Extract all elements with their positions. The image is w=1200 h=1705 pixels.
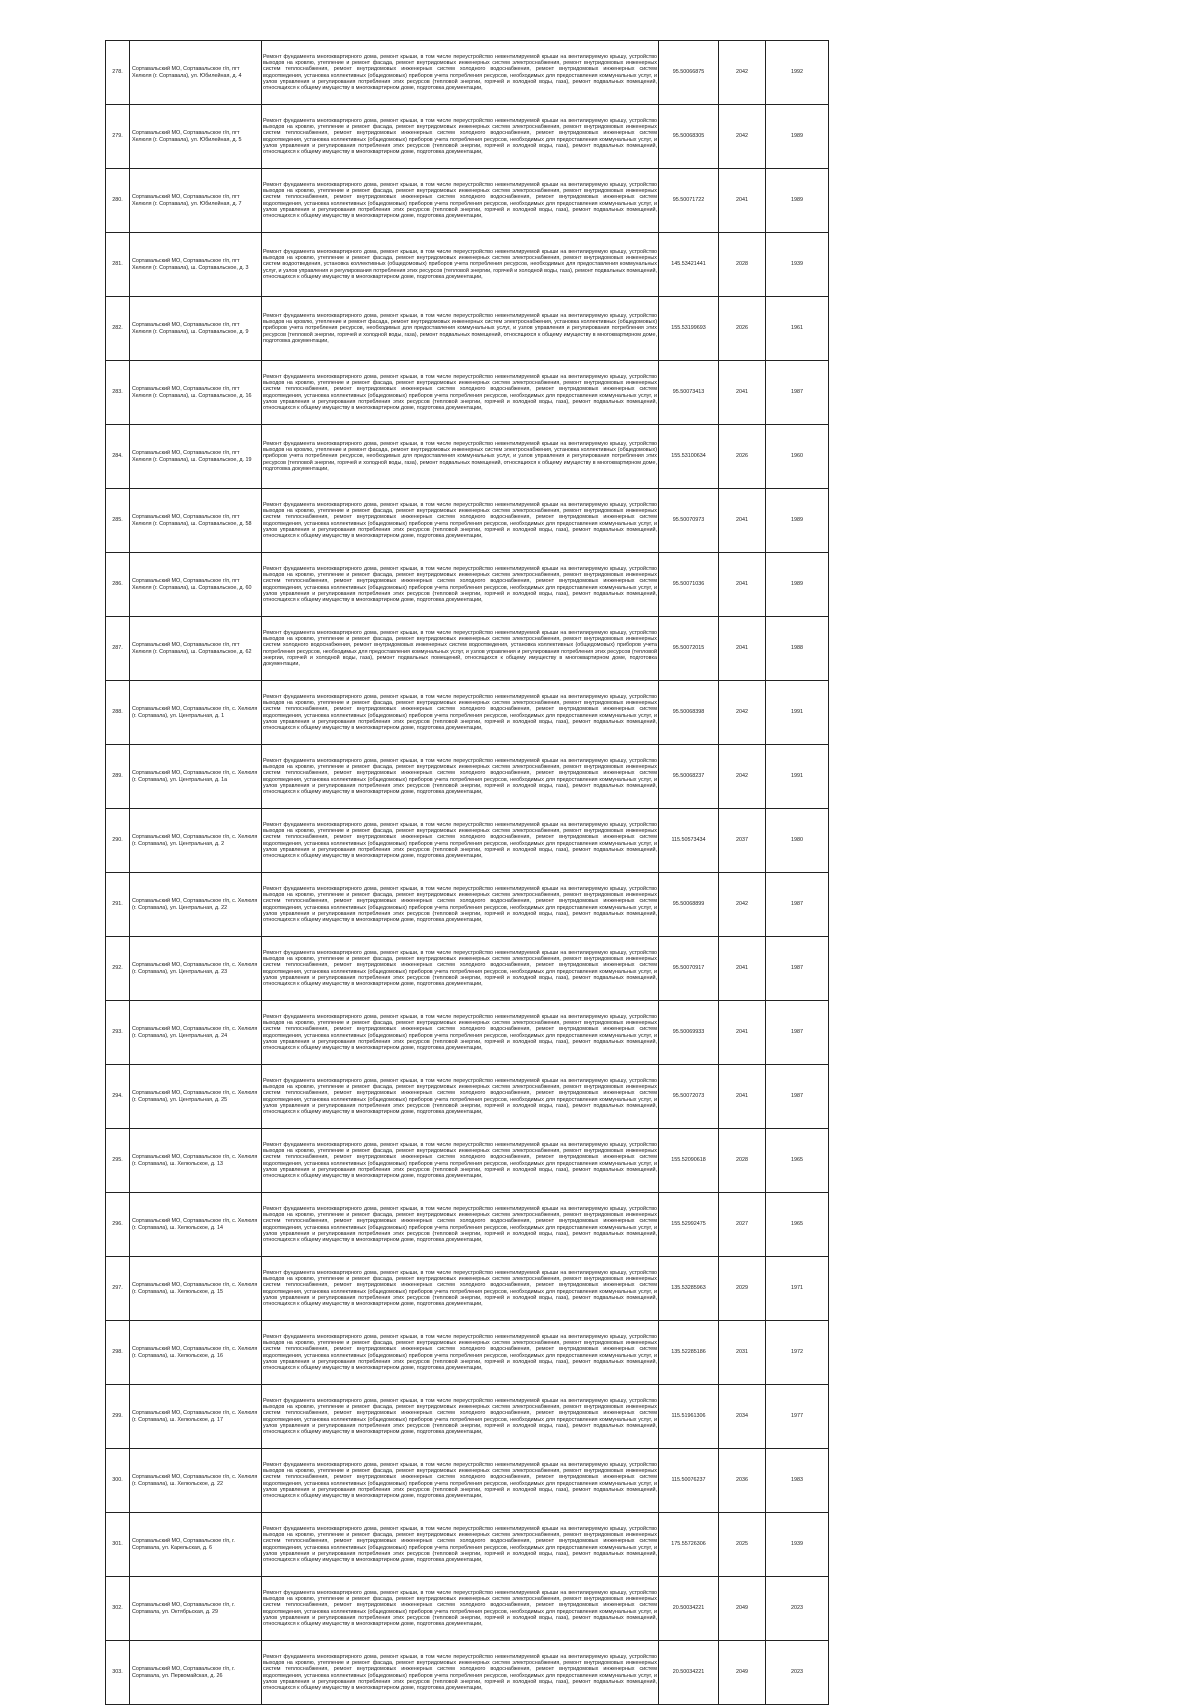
built-year-cell: 1991 [766,745,829,809]
row-number: 301. [106,1513,130,1577]
table-row [106,425,829,489]
table-row [106,553,829,617]
planned-year-cell: 2026 [719,297,766,361]
planned-year-cell: 2041 [719,1001,766,1065]
row-number: 291. [106,873,130,937]
cost-cell: 95.50071036 [659,553,719,617]
row-number: 296. [106,1193,130,1257]
built-year-cell: 1988 [766,617,829,681]
row-number: 285. [106,489,130,553]
planned-year-cell: 2028 [719,233,766,297]
works-text: Ремонт фундамента многоквартирного дома, ремонт крыши, в том числе переустройство невентилируемой крыши на вентилируемую крышу, устройство выходов на кровлю, утепление и ремонт фасада, ремонт внутридомовых инженерных систем электроснабжения, ремонт внутридомовых инженерных систем теплоснабжения, ремонт внутридомовых инженерных систем холодного водоснабжения, ремонт внутридомовых инженерных систем водоотведения, установка коллективных (общедомовых) приборов учета потребления ресурсов, необходимых для предоставления коммунальных услуг, и узлов управления и регулирования потребления этих ресурсов (тепловой энергии, горячей и холодной воды, газа), ремонт подвальных помещений, относящихся к общему имуществу в многоквартирном доме, подготовка документации, [263,949,657,988]
row-number: 283. [106,361,130,425]
cost-cell: 175.55726306 [659,1513,719,1577]
works-text: Ремонт фундамента многоквартирного дома, ремонт крыши, в том числе переустройство невентилируемой крыши на вентилируемую крышу, устройство выходов на кровлю, утепление и ремонт фасада, ремонт внутридомовых инженерных систем электроснабжения, ремонт внутридомовых инженерных систем теплоснабжения, ремонт внутридомовых инженерных систем холодного водоснабжения, ремонт внутридомовых инженерных систем водоотведения, установка коллективных (общедомовых) приборов учета потребления ресурсов, необходимых для предоставления коммунальных услуг, и узлов управления и регулирования потребления этих ресурсов (тепловой энергии, горячей и холодной воды, газа), ремонт подвальных помещений, относящихся к общему имуществу в многоквартирном доме, подготовка документации, [263,1269,657,1308]
table-row [106,1449,829,1513]
built-year-cell: 1965 [766,1129,829,1193]
address-cell: Сортавальский МО, Сортавальское г/п, с. Хелюля (г. Сортавала), ш. Хелюльское, д. 16 [130,1321,262,1385]
address-cell: Сортавальский МО, Сортавальское г/п, с. Хелюля (г. Сортавала), ул. Центральная, д. 1 [130,681,262,745]
works-text: Ремонт фундамента многоквартирного дома, ремонт крыши, в том числе переустройство невентилируемой крыши на вентилируемую крышу, устройство выходов на кровлю, утепление и ремонт фасада, ремонт внутридомовых инженерных систем электроснабжения, ремонт внутридомовых инженерных систем теплоснабжения, ремонт внутридомовых инженерных систем холодного водоснабжения, ремонт внутридомовых инженерных систем водоотведения, установка коллективных (общедомовых) приборов учета потребления ресурсов, необходимых для предоставления коммунальных услуг, и узлов управления и регулирования потребления этих ресурсов (тепловой энергии, горячей и холодной воды, газа), ремонт подвальных помещений, относящихся к общему имуществу в многоквартирном доме, подготовка документации, [263,757,657,796]
row-number: 286. [106,553,130,617]
table-row [106,1577,829,1641]
address-cell: Сортавальский МО, Сортавальское г/п, с. Хелюля (г. Сортавала), ул. Центральная, д. 22 [130,873,262,937]
built-year-cell: 1972 [766,1321,829,1385]
built-year-cell: 1987 [766,1065,829,1129]
cost-cell: 95.50068899 [659,873,719,937]
address-cell: Сортавальский МО, Сортавальское г/п, пгт Хелюля (г. Сортавала), ш. Сортавальское, д. 19 [130,425,262,489]
document-page [105,40,816,1705]
planned-year-cell: 2041 [719,489,766,553]
built-year-cell: 1983 [766,1449,829,1513]
planned-year-cell: 2041 [719,1065,766,1129]
works-text: Ремонт фундамента многоквартирного дома, ремонт крыши, в том числе переустройство невентилируемой крыши на вентилируемую крышу, устройство выходов на кровлю, утепление и ремонт фасада, ремонт внутридомовых инженерных систем электроснабжения, ремонт внутридомовых инженерных систем теплоснабжения, ремонт внутридомовых инженерных систем холодного водоснабжения, ремонт внутридомовых инженерных систем водоотведения, установка коллективных (общедомовых) приборов учета потребления ресурсов, необходимых для предоставления коммунальных услуг, и узлов управления и регулирования потребления этих ресурсов (тепловой энергии, горячей и холодной воды, газа), ремонт подвальных помещений, относящихся к общему имуществу в многоквартирном доме, подготовка документации, [263,885,657,924]
works-cell [262,1577,659,1641]
works-text: Ремонт фундамента многоквартирного дома, ремонт крыши, в том числе переустройство невентилируемой крыши на вентилируемую крышу, устройство выходов на кровлю, утепление и ремонт фасада, ремонт внутридомовых инженерных систем электроснабжения, ремонт внутридомовых инженерных систем теплоснабжения, ремонт внутридомовых инженерных систем холодного водоснабжения, ремонт внутридомовых инженерных систем водоотведения, установка коллективных (общедомовых) приборов учета потребления ресурсов, необходимых для предоставления коммунальных услуг, и узлов управления и регулирования потребления этих ресурсов (тепловой энергии, горячей и холодной воды, газа), ремонт подвальных помещений, относящихся к общему имуществу в многоквартирном доме, подготовка документации, [263,565,657,604]
row-number: 278. [106,41,130,105]
address-cell: Сортавальский МО, Сортавальское г/п, с. Хелюля (г. Сортавала), ул. Центральная, д. 1а [130,745,262,809]
cost-cell: 95.50068305 [659,105,719,169]
table-row [106,1257,829,1321]
planned-year-cell: 2042 [719,105,766,169]
row-number: 289. [106,745,130,809]
table-body [106,41,829,1705]
cost-cell: 95.50068237 [659,745,719,809]
planned-year-cell: 2041 [719,937,766,1001]
row-number: 300. [106,1449,130,1513]
address-cell: Сортавальский МО, Сортавальское г/п, пгт Хелюля (г. Сортавала), ш. Сортавальское, д. 16 [130,361,262,425]
address-cell: Сортавальский МО, Сортавальское г/п, пгт Хелюля (г. Сортавала), ш. Сортавальское, д. 58 [130,489,262,553]
works-text: Ремонт фундамента многоквартирного дома, ремонт крыши, в том числе переустройство невентилируемой крыши на вентилируемую крышу, устройство выходов на кровлю, утепление и ремонт фасада, ремонт внутридомовых инженерных систем электроснабжения, ремонт внутридомовых инженерных систем водоотведения, установка коллективных (общедомовых) приборов учета потребления ресурсов, необходимых для предоставления коммунальных услуг, и узлов управления и регулирования потребления этих ресурсов (тепловой энергии, горячей и холодной воды, газа), ремонт подвальных помещений, относящихся к общему имуществу в многоквартирном доме, подготовка документации, [263,248,657,280]
table-row [106,809,829,873]
works-text: Ремонт фундамента многоквартирного дома, ремонт крыши, в том числе переустройство невентилируемой крыши на вентилируемую крышу, устройство выходов на кровлю, утепление и ремонт фасада, ремонт внутридомовых инженерных систем электроснабжения, ремонт внутридомовых инженерных систем теплоснабжения, ремонт внутридомовых инженерных систем холодного водоснабжения, ремонт внутридомовых инженерных систем водоотведения, установка коллективных (общедомовых) приборов учета потребления ресурсов, необходимых для предоставления коммунальных услуг, и узлов управления и регулирования потребления этих ресурсов (тепловой энергии, горячей и холодной воды, газа), ремонт подвальных помещений, относящихся к общему имуществу в многоквартирном доме, подготовка документации, [263,373,657,412]
cost-cell: 95.50068398 [659,681,719,745]
address-cell: Сортавальский МО, Сортавальское г/п, г. Сортавала, ул. Октябрьская, д. 29 [130,1577,262,1641]
table-row [106,1129,829,1193]
works-text: Ремонт фундамента многоквартирного дома, ремонт крыши, в том числе переустройство невентилируемой крыши на вентилируемую крышу, устройство выходов на кровлю, утепление и ремонт фасада, ремонт внутридомовых инженерных систем электроснабжения, ремонт внутридомовых инженерных систем теплоснабжения, ремонт внутридомовых инженерных систем холодного водоснабжения, ремонт внутридомовых инженерных систем водоотведения, установка коллективных (общедомовых) приборов учета потребления ресурсов, необходимых для предоставления коммунальных услуг, и узлов управления и регулирования потребления этих ресурсов (тепловой энергии, горячей и холодной воды, газа), ремонт подвальных помещений, относящихся к общему имуществу в многоквартирном доме, подготовка документации, [263,1461,657,1500]
cost-cell: 95.50070973 [659,489,719,553]
works-cell [262,617,659,681]
built-year-cell: 1965 [766,1193,829,1257]
address-cell: Сортавальский МО, Сортавальское г/п, г. Сортавала, ул. Карельская, д. 6 [130,1513,262,1577]
built-year-cell: 1977 [766,1385,829,1449]
table-row [106,361,829,425]
table-row [106,681,829,745]
cost-cell: 115.50076237 [659,1449,719,1513]
address-cell: Сортавальский МО, Сортавальское г/п, с. Хелюля (г. Сортавала), ул. Центральная, д. 2 [130,809,262,873]
cost-cell: 115.51961306 [659,1385,719,1449]
address-cell: Сортавальский МО, Сортавальское г/п, пгт Хелюля (г. Сортавала), ш. Сортавальское, д. 62 [130,617,262,681]
built-year-cell: 1971 [766,1257,829,1321]
cost-cell: 95.50066875 [659,41,719,105]
address-cell: Сортавальский МО, Сортавальское г/п, с. Хелюля (г. Сортавала), ш. Хелюльское, д. 17 [130,1385,262,1449]
works-text: Ремонт фундамента многоквартирного дома, ремонт крыши, в том числе переустройство невентилируемой крыши на вентилируемую крышу, устройство выходов на кровлю, утепление и ремонт фасада, ремонт внутридомовых инженерных систем электроснабжения, ремонт внутридомовых инженерных систем теплоснабжения, ремонт внутридомовых инженерных систем холодного водоснабжения, ремонт внутридомовых инженерных систем водоотведения, установка коллективных (общедомовых) приборов учета потребления ресурсов, необходимых для предоставления коммунальных услуг, и узлов управления и регулирования потребления этих ресурсов (тепловой энергии, горячей и холодной воды, газа), ремонт подвальных помещений, относящихся к общему имуществу в многоквартирном доме, подготовка документации, [263,117,657,156]
planned-year-cell: 2041 [719,553,766,617]
works-cell [262,425,659,489]
row-number: 281. [106,233,130,297]
row-number: 280. [106,169,130,233]
table-row [106,169,829,233]
table-row [106,297,829,361]
cost-cell: 95.50072073 [659,1065,719,1129]
works-text: Ремонт фундамента многоквартирного дома, ремонт крыши, в том числе переустройство невентилируемой крыши на вентилируемую крышу, устройство выходов на кровлю, утепление и ремонт фасада, ремонт внутридомовых инженерных систем электроснабжения, ремонт внутридомовых инженерных систем теплоснабжения, ремонт внутридомовых инженерных систем холодного водоснабжения, ремонт внутридомовых инженерных систем водоотведения, установка коллективных (общедомовых) приборов учета потребления ресурсов, необходимых для предоставления коммунальных услуг, и узлов управления и регулирования потребления этих ресурсов (тепловой энергии, горячей и холодной воды, газа), ремонт подвальных помещений, относящихся к общему имуществу в многоквартирном доме, подготовка документации, [263,501,657,540]
address-cell: Сортавальский МО, Сортавальское г/п, с. Хелюля (г. Сортавала), ш. Хелюльское, д. 15 [130,1257,262,1321]
works-cell [262,553,659,617]
planned-year-cell: 2037 [719,809,766,873]
works-text: Ремонт фундамента многоквартирного дома, ремонт крыши, в том числе переустройство невентилируемой крыши на вентилируемую крышу, устройство выходов на кровлю, утепление и ремонт фасада, ремонт внутридомовых инженерных систем электроснабжения, ремонт внутридомовых инженерных систем теплоснабжения, ремонт внутридомовых инженерных систем холодного водоснабжения, ремонт внутридомовых инженерных систем водоотведения, установка коллективных (общедомовых) приборов учета потребления ресурсов, необходимых для предоставления коммунальных услуг, и узлов управления и регулирования потребления этих ресурсов (тепловой энергии, горячей и холодной воды, газа), ремонт подвальных помещений, относящихся к общему имуществу в многоквартирном доме, подготовка документации, [263,1333,657,1372]
planned-year-cell: 2031 [719,1321,766,1385]
built-year-cell: 1939 [766,1513,829,1577]
planned-year-cell: 2028 [719,1129,766,1193]
cost-cell: 155.53199693 [659,297,719,361]
row-number: 298. [106,1321,130,1385]
table-row [106,617,829,681]
cost-cell: 155.52992475 [659,1193,719,1257]
row-number: 297. [106,1257,130,1321]
planned-year-cell: 2034 [719,1385,766,1449]
works-text: Ремонт фундамента многоквартирного дома, ремонт крыши, в том числе переустройство невентилируемой крыши на вентилируемую крышу, устройство выходов на кровлю, утепление и ремонт фасада, ремонт внутридомовых инженерных систем электроснабжения, установка коллективных (общедомовых) приборов учета потребления ресурсов, необходимых для предоставления коммунальных услуг, и узлов управления и регулирования потребления этих ресурсов (тепловой энергии, горячей и холодной воды, газа), ремонт подвальных помещений, относящихся к общему имуществу в многоквартирном доме, подготовка документации, [263,312,657,344]
address-cell: Сортавальский МО, Сортавальское г/п, с. Хелюля (г. Сортавала), ул. Центральная, д. 23 [130,937,262,1001]
row-number: 303. [106,1641,130,1705]
housing-repair-table [105,40,829,1705]
works-text: Ремонт фундамента многоквартирного дома, ремонт крыши, в том числе переустройство невентилируемой крыши на вентилируемую крышу, устройство выходов на кровлю, утепление и ремонт фасада, ремонт внутридомовых инженерных систем электроснабжения, ремонт внутридомовых инженерных систем теплоснабжения, ремонт внутридомовых инженерных систем холодного водоснабжения, ремонт внутридомовых инженерных систем водоотведения, установка коллективных (общедомовых) приборов учета потребления ресурсов, необходимых для предоставления коммунальных услуг, и узлов управления и регулирования потребления этих ресурсов (тепловой энергии, горячей и холодной воды, газа), ремонт подвальных помещений, относящихся к общему имуществу в многоквартирном доме, подготовка документации, [263,821,657,860]
works-text: Ремонт фундамента многоквартирного дома, ремонт крыши, в том числе переустройство невентилируемой крыши на вентилируемую крышу, устройство выходов на кровлю, утепление и ремонт фасада, ремонт внутридомовых инженерных систем электроснабжения, ремонт внутридомовых инженерных систем теплоснабжения, ремонт внутридомовых инженерных систем холодного водоснабжения, ремонт внутридомовых инженерных систем водоотведения, установка коллективных (общедомовых) приборов учета потребления ресурсов, необходимых для предоставления коммунальных услуг, и узлов управления и регулирования потребления этих ресурсов (тепловой энергии, горячей и холодной воды, газа), ремонт подвальных помещений, относящихся к общему имуществу в многоквартирном доме, подготовка документации, [263,1141,657,1180]
address-cell: Сортавальский МО, Сортавальское г/п, с. Хелюля (г. Сортавала), ш. Хелюльское, д. 13 [130,1129,262,1193]
address-cell: Сортавальский МО, Сортавальское г/п, пгт Хелюля (г. Сортавала), ул. Юбилейная, д. 5 [130,105,262,169]
cost-cell: 95.50071722 [659,169,719,233]
works-cell [262,1065,659,1129]
works-cell [262,937,659,1001]
row-number: 293. [106,1001,130,1065]
table-row [106,745,829,809]
cost-cell: 95.50070917 [659,937,719,1001]
address-cell: Сортавальский МО, Сортавальское г/п, пгт Хелюля (г. Сортавала), ш. Сортавальское, д. 9 [130,297,262,361]
built-year-cell: 1989 [766,169,829,233]
table-row [106,1001,829,1065]
cost-cell: 135.53285963 [659,1257,719,1321]
table-row [106,489,829,553]
table-row [106,1641,829,1705]
planned-year-cell: 2042 [719,873,766,937]
built-year-cell: 1992 [766,41,829,105]
address-cell: Сортавальский МО, Сортавальское г/п, с. Хелюля (г. Сортавала), ш. Хелюльское, д. 14 [130,1193,262,1257]
planned-year-cell: 2042 [719,41,766,105]
planned-year-cell: 2049 [719,1577,766,1641]
address-cell: Сортавальский МО, Сортавальское г/п, пгт Хелюля (г. Сортавала), ул. Юбилейная, д. 4 [130,41,262,105]
works-text: Ремонт фундамента многоквартирного дома, ремонт крыши, в том числе переустройство невентилируемой крыши на вентилируемую крышу, устройство выходов на кровлю, утепление и ремонт фасада, ремонт внутридомовых инженерных систем электроснабжения, ремонт внутридомовых инженерных систем теплоснабжения, ремонт внутридомовых инженерных систем холодного водоснабжения, ремонт внутридомовых инженерных систем водоотведения, установка коллективных (общедомовых) приборов учета потребления ресурсов, необходимых для предоставления коммунальных услуг, и узлов управления и регулирования потребления этих ресурсов (тепловой энергии, горячей и холодной воды, газа), ремонт подвальных помещений, относящихся к общему имуществу в многоквартирном доме, подготовка документации, [263,1589,657,1628]
works-text: Ремонт фундамента многоквартирного дома, ремонт крыши, в том числе переустройство невентилируемой крыши на вентилируемую крышу, устройство выходов на кровлю, утепление и ремонт фасада, ремонт внутридомовых инженерных систем электроснабжения, установка коллективных (общедомовых) приборов учета потребления ресурсов, необходимых для предоставления коммунальных услуг, и узлов управления и регулирования потребления этих ресурсов (тепловой энергии, горячей и холодной воды, газа), ремонт подвальных помещений, относящихся к общему имуществу в многоквартирном доме, подготовка документации, [263,440,657,472]
planned-year-cell: 2027 [719,1193,766,1257]
works-cell [262,745,659,809]
table-row [106,873,829,937]
works-cell [262,1449,659,1513]
address-cell: Сортавальский МО, Сортавальское г/п, пгт Хелюля (г. Сортавала), ул. Юбилейная, д. 7 [130,169,262,233]
built-year-cell: 1939 [766,233,829,297]
row-number: 290. [106,809,130,873]
works-cell [262,297,659,361]
cost-cell: 155.53100634 [659,425,719,489]
planned-year-cell: 2042 [719,745,766,809]
works-cell [262,1129,659,1193]
cost-cell: 20.50034221 [659,1577,719,1641]
cost-cell: 145.53421441 [659,233,719,297]
row-number: 279. [106,105,130,169]
works-cell [262,233,659,297]
row-number: 287. [106,617,130,681]
table-row [106,1321,829,1385]
works-cell [262,1257,659,1321]
built-year-cell: 1980 [766,809,829,873]
planned-year-cell: 2026 [719,425,766,489]
cost-cell: 155.52090618 [659,1129,719,1193]
works-cell [262,489,659,553]
table-row [106,105,829,169]
address-cell: Сортавальский МО, Сортавальское г/п, пгт Хелюля (г. Сортавала), ш. Сортавальское, д. 3 [130,233,262,297]
works-text: Ремонт фундамента многоквартирного дома, ремонт крыши, в том числе переустройство невентилируемой крыши на вентилируемую крышу, устройство выходов на кровлю, утепление и ремонт фасада, ремонт внутридомовых инженерных систем электроснабжения, ремонт внутридомовых инженерных систем теплоснабжения, ремонт внутридомовых инженерных систем холодного водоснабжения, ремонт внутридомовых инженерных систем водоотведения, установка коллективных (общедомовых) приборов учета потребления ресурсов, необходимых для предоставления коммунальных услуг, и узлов управления и регулирования потребления этих ресурсов (тепловой энергии, горячей и холодной воды, газа), ремонт подвальных помещений, относящихся к общему имуществу в многоквартирном доме, подготовка документации, [263,53,657,92]
cost-cell: 95.50069933 [659,1001,719,1065]
table-row [106,1065,829,1129]
cost-cell: 95.50073413 [659,361,719,425]
works-cell [262,1001,659,1065]
works-cell [262,1385,659,1449]
works-text: Ремонт фундамента многоквартирного дома, ремонт крыши, в том числе переустройство невентилируемой крыши на вентилируемую крышу, устройство выходов на кровлю, утепление и ремонт фасада, ремонт внутридомовых инженерных систем электроснабжения, ремонт внутридомовых инженерных систем теплоснабжения, ремонт внутридомовых инженерных систем холодного водоснабжения, ремонт внутридомовых инженерных систем водоотведения, установка коллективных (общедомовых) приборов учета потребления ресурсов, необходимых для предоставления коммунальных услуг, и узлов управления и регулирования потребления этих ресурсов (тепловой энергии, горячей и холодной воды, газа), ремонт подвальных помещений, относящихся к общему имуществу в многоквартирном доме, подготовка документации, [263,1653,657,1692]
works-cell [262,361,659,425]
works-text: Ремонт фундамента многоквартирного дома, ремонт крыши, в том числе переустройство невентилируемой крыши на вентилируемую крышу, устройство выходов на кровлю, утепление и ремонт фасада, ремонт внутридомовых инженерных систем электроснабжения, ремонт внутридомовых инженерных систем теплоснабжения, ремонт внутридомовых инженерных систем холодного водоснабжения, ремонт внутридомовых инженерных систем водоотведения, установка коллективных (общедомовых) приборов учета потребления ресурсов, необходимых для предоставления коммунальных услуг, и узлов управления и регулирования потребления этих ресурсов (тепловой энергии, горячей и холодной воды, газа), ремонт подвальных помещений, относящихся к общему имуществу в многоквартирном доме, подготовка документации, [263,1077,657,1116]
works-cell [262,809,659,873]
planned-year-cell: 2025 [719,1513,766,1577]
cost-cell: 135.52285186 [659,1321,719,1385]
built-year-cell: 1961 [766,297,829,361]
row-number: 294. [106,1065,130,1129]
row-number: 282. [106,297,130,361]
planned-year-cell: 2029 [719,1257,766,1321]
row-number: 302. [106,1577,130,1641]
cost-cell: 115.50573434 [659,809,719,873]
table-row [106,233,829,297]
planned-year-cell: 2041 [719,169,766,233]
works-text: Ремонт фундамента многоквартирного дома, ремонт крыши, в том числе переустройство невентилируемой крыши на вентилируемую крышу, устройство выходов на кровлю, утепление и ремонт фасада, ремонт внутридомовых инженерных систем электроснабжения, ремонт внутридомовых инженерных систем теплоснабжения, ремонт внутридомовых инженерных систем холодного водоснабжения, ремонт внутридомовых инженерных систем водоотведения, установка коллективных (общедомовых) приборов учета потребления ресурсов, необходимых для предоставления коммунальных услуг, и узлов управления и регулирования потребления этих ресурсов (тепловой энергии, горячей и холодной воды, газа), ремонт подвальных помещений, относящихся к общему имуществу в многоквартирном доме, подготовка документации, [263,693,657,732]
row-number: 288. [106,681,130,745]
built-year-cell: 1989 [766,105,829,169]
built-year-cell: 1991 [766,681,829,745]
works-text: Ремонт фундамента многоквартирного дома, ремонт крыши, в том числе переустройство невентилируемой крыши на вентилируемую крышу, устройство выходов на кровлю, утепление и ремонт фасада, ремонт внутридомовых инженерных систем электроснабжения, ремонт внутридомовых инженерных систем теплоснабжения, ремонт внутридомовых инженерных систем холодного водоснабжения, ремонт внутридомовых инженерных систем водоотведения, установка коллективных (общедомовых) приборов учета потребления ресурсов, необходимых для предоставления коммунальных услуг, и узлов управления и регулирования потребления этих ресурсов (тепловой энергии, горячей и холодной воды, газа), ремонт подвальных помещений, относящихся к общему имуществу в многоквартирном доме, подготовка документации, [263,1525,657,1564]
built-year-cell: 1987 [766,937,829,1001]
works-cell [262,1193,659,1257]
row-number: 284. [106,425,130,489]
planned-year-cell: 2041 [719,361,766,425]
planned-year-cell: 2036 [719,1449,766,1513]
row-number: 295. [106,1129,130,1193]
address-cell: Сортавальский МО, Сортавальское г/п, с. Хелюля (г. Сортавала), ул. Центральная, д. 25 [130,1065,262,1129]
works-cell [262,41,659,105]
works-cell [262,105,659,169]
table-row [106,1513,829,1577]
address-cell: Сортавальский МО, Сортавальское г/п, с. Хелюля (г. Сортавала), ул. Центральная, д. 24 [130,1001,262,1065]
built-year-cell: 1989 [766,489,829,553]
table-row [106,1385,829,1449]
works-cell [262,873,659,937]
works-text: Ремонт фундамента многоквартирного дома, ремонт крыши, в том числе переустройство невентилируемой крыши на вентилируемую крышу, устройство выходов на кровлю, утепление и ремонт фасада, ремонт внутридомовых инженерных систем электроснабжения, ремонт внутридомовых инженерных систем холодного водоснабжения, ремонт внутридомовых инженерных систем водоотведения, установка коллективных (общедомовых) приборов учета потребления ресурсов, необходимых для предоставления коммунальных услуг, и узлов управления и регулирования потребления этих ресурсов (тепловой энергии, горячей и холодной воды, газа), ремонт подвальных помещений, относящихся к общему имуществу в многоквартирном доме, подготовка документации, [263,629,657,668]
planned-year-cell: 2041 [719,617,766,681]
works-cell [262,1513,659,1577]
works-cell [262,1321,659,1385]
built-year-cell: 2023 [766,1577,829,1641]
works-cell [262,1641,659,1705]
cost-cell: 95.50072015 [659,617,719,681]
works-text: Ремонт фундамента многоквартирного дома, ремонт крыши, в том числе переустройство невентилируемой крыши на вентилируемую крышу, устройство выходов на кровлю, утепление и ремонт фасада, ремонт внутридомовых инженерных систем электроснабжения, ремонт внутридомовых инженерных систем теплоснабжения, ремонт внутридомовых инженерных систем холодного водоснабжения, ремонт внутридомовых инженерных систем водоотведения, установка коллективных (общедомовых) приборов учета потребления ресурсов, необходимых для предоставления коммунальных услуг, и узлов управления и регулирования потребления этих ресурсов (тепловой энергии, горячей и холодной воды, газа), ремонт подвальных помещений, относящихся к общему имуществу в многоквартирном доме, подготовка документации, [263,1205,657,1244]
planned-year-cell: 2042 [719,681,766,745]
table-row [106,41,829,105]
row-number: 299. [106,1385,130,1449]
works-text: Ремонт фундамента многоквартирного дома, ремонт крыши, в том числе переустройство невентилируемой крыши на вентилируемую крышу, устройство выходов на кровлю, утепление и ремонт фасада, ремонт внутридомовых инженерных систем электроснабжения, ремонт внутридомовых инженерных систем теплоснабжения, ремонт внутридомовых инженерных систем холодного водоснабжения, ремонт внутридомовых инженерных систем водоотведения, установка коллективных (общедомовых) приборов учета потребления ресурсов, необходимых для предоставления коммунальных услуг, и узлов управления и регулирования потребления этих ресурсов (тепловой энергии, горячей и холодной воды, газа), ремонт подвальных помещений, относящихся к общему имуществу в многоквартирном доме, подготовка документации, [263,1013,657,1052]
row-number: 292. [106,937,130,1001]
built-year-cell: 1989 [766,553,829,617]
cost-cell: 20.50034221 [659,1641,719,1705]
built-year-cell: 2023 [766,1641,829,1705]
works-text: Ремонт фундамента многоквартирного дома, ремонт крыши, в том числе переустройство невентилируемой крыши на вентилируемую крышу, устройство выходов на кровлю, утепление и ремонт фасада, ремонт внутридомовых инженерных систем электроснабжения, ремонт внутридомовых инженерных систем теплоснабжения, ремонт внутридомовых инженерных систем холодного водоснабжения, ремонт внутридомовых инженерных систем водоотведения, установка коллективных (общедомовых) приборов учета потребления ресурсов, необходимых для предоставления коммунальных услуг, и узлов управления и регулирования потребления этих ресурсов (тепловой энергии, горячей и холодной воды, газа), ремонт подвальных помещений, относящихся к общему имуществу в многоквартирном доме, подготовка документации, [263,1397,657,1436]
table-row [106,1193,829,1257]
built-year-cell: 1960 [766,425,829,489]
address-cell: Сортавальский МО, Сортавальское г/п, с. Хелюля (г. Сортавала), ш. Хелюльское, д. 22 [130,1449,262,1513]
built-year-cell: 1987 [766,873,829,937]
works-cell [262,681,659,745]
address-cell: Сортавальский МО, Сортавальское г/п, пгт Хелюля (г. Сортавала), ш. Сортавальское, д. 60 [130,553,262,617]
works-text: Ремонт фундамента многоквартирного дома, ремонт крыши, в том числе переустройство невентилируемой крыши на вентилируемую крышу, устройство выходов на кровлю, утепление и ремонт фасада, ремонт внутридомовых инженерных систем электроснабжения, ремонт внутридомовых инженерных систем теплоснабжения, ремонт внутридомовых инженерных систем холодного водоснабжения, ремонт внутридомовых инженерных систем водоотведения, установка коллективных (общедомовых) приборов учета потребления ресурсов, необходимых для предоставления коммунальных услуг, и узлов управления и регулирования потребления этих ресурсов (тепловой энергии, горячей и холодной воды, газа), ремонт подвальных помещений, относящихся к общему имуществу в многоквартирном доме, подготовка документации, [263,181,657,220]
built-year-cell: 1987 [766,361,829,425]
planned-year-cell: 2049 [719,1641,766,1705]
works-cell [262,169,659,233]
built-year-cell: 1987 [766,1001,829,1065]
address-cell: Сортавальский МО, Сортавальское г/п, г. Сортавала, ул. Первомайская, д. 26 [130,1641,262,1705]
table-row [106,937,829,1001]
